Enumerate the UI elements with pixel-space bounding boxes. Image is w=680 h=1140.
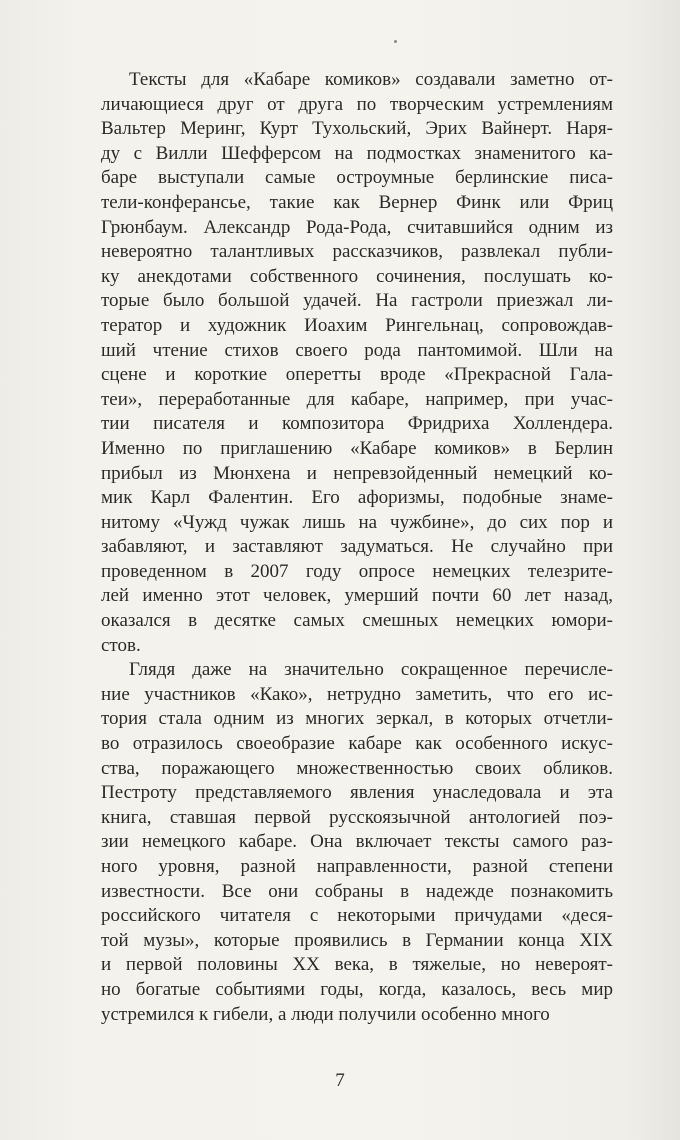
text-line: Именно по приглашению «Кабаре комиков» в Берлин [101, 437, 613, 459]
text-line: той музы», которые проявились в Германии конца XIX [101, 929, 613, 951]
text-line: проведенном в 2007 году опросе немецких телезрите- [101, 560, 613, 582]
text-line: тория стала одним из многих зеркал, в которых отчетли- [101, 708, 613, 730]
text-line: ства, поражающего множественностью своих обликов. [101, 757, 613, 779]
print-speck [394, 40, 397, 43]
text-line: зии немецкого кабаре. Она включает тексты самого раз- [101, 831, 613, 853]
text-line: известности. Все они собраны в надежде познакомить [101, 880, 613, 902]
text-line: оказался в десятке самых смешных немецких юмори- [101, 610, 613, 632]
text-line: тератор и художник Иоахим Рингельнац, сопровождав- [101, 314, 613, 336]
body-text [101, 68, 613, 1027]
text-line: мик Карл Фалентин. Его афоризмы, подобные знаме- [101, 487, 613, 509]
text-line: Тексты для «Кабаре комиков» создавали заметно от- [129, 69, 613, 90]
text-line: Вальтер Меринг, Курт Тухольский, Эрих Вайнерт. Наря- [101, 118, 613, 140]
text-line: ший чтение стихов своего рода пантомимой. Шли на [101, 339, 613, 361]
text-line: личающиеся друг от друга по творческим устремлениям [101, 93, 613, 115]
text-line: лей именно этот человек, умерший почти 60 лет назад, [101, 585, 613, 607]
text-line: стов. [101, 634, 141, 656]
text-line: ного уровня, разной направленности, разной степени [101, 856, 613, 877]
text-line: торые было большой удачей. На гастроли приезжал ли- [101, 290, 613, 312]
paragraph-kako [101, 658, 613, 1027]
text-line: но богатые событиями годы, когда, казалось, весь мир [101, 978, 613, 1000]
text-line: устремился к гибели, а люди получили особенно много [101, 1003, 550, 1025]
text-line: российского читателя с некоторыми причудами «деся- [101, 905, 613, 927]
text-line: забавляют, и заставляют задуматься. Не случайно при [101, 536, 613, 558]
text-line: книга, ставшая первой русскоязычной антологией поэ- [101, 806, 613, 828]
text-line: ку анекдотами собственного сочинения, послушать ко- [101, 265, 613, 287]
text-line: прибыл из Мюнхена и непревзойденный немецкий ко- [101, 462, 613, 484]
text-line: нитому «Чужд чужак лишь на чужбине», до сих пор и [101, 511, 613, 533]
text-line: Грюнбаум. Александр Рода-Рода, считавшийся одним из [101, 216, 613, 238]
page-number: 7 [335, 1070, 345, 1091]
text-line: и первой половины XX века, в тяжелые, но невероят- [101, 954, 613, 976]
text-line: во отразилось своеобразие кабаре как особенного искус- [101, 733, 613, 755]
text-line: теи», переработанные для кабаре, например, при учас- [101, 388, 613, 410]
text-line: невероятно талантливых рассказчиков, развлекал публи- [101, 241, 613, 263]
text-line: Глядя даже на значительно сокращенное перечисле- [129, 659, 613, 681]
text-line: тии писателя и композитора Фридриха Холлендера. [101, 413, 613, 435]
paragraph-kabare-komikov [101, 68, 613, 658]
text-line: ду с Вилли Шефферсом на подмостках знаменитого ка- [101, 142, 613, 164]
text-line: баре выступали самые остроумные берлинские писа- [101, 167, 613, 189]
text-line: тели-конферансье, такие как Вернер Финк или Фриц [101, 191, 613, 213]
text-line: ние участников «Како», нетрудно заметить, что его ис- [101, 683, 613, 705]
text-line: Пестроту представляемого явления унаследовала и эта [101, 782, 613, 804]
text-line: сцене и короткие оперетты вроде «Прекрасной Гала- [101, 364, 613, 386]
